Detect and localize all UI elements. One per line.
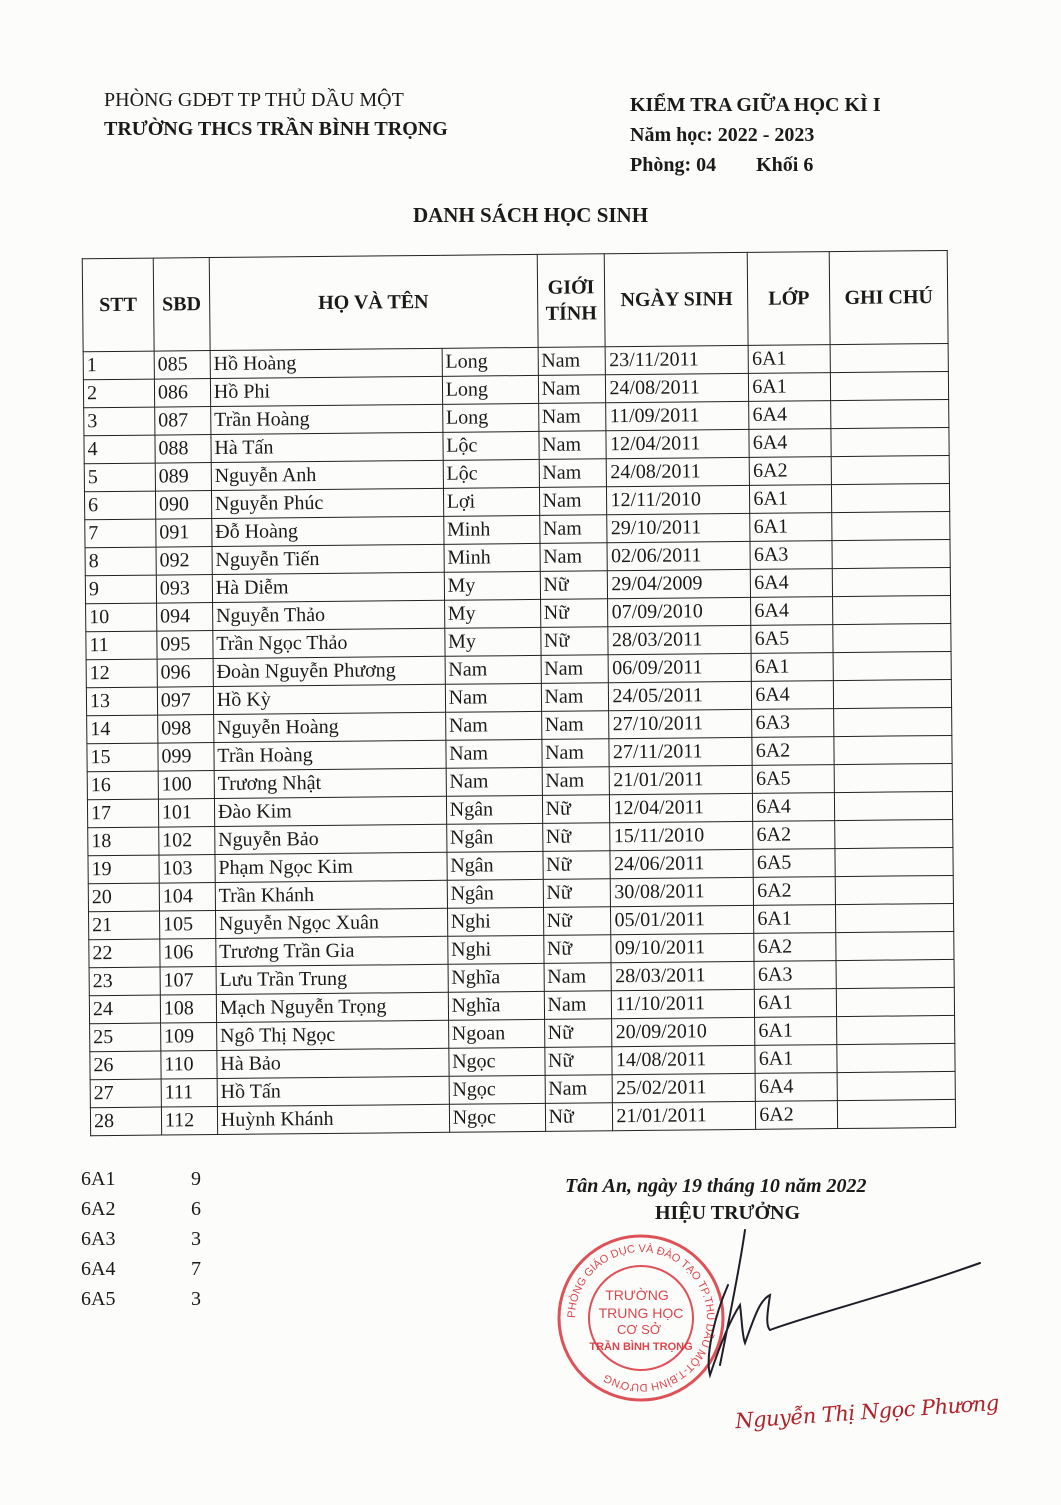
- cell-gender: Nam: [539, 515, 607, 544]
- cell-class: 6A2: [754, 933, 836, 962]
- cell-stt: 6: [84, 491, 155, 520]
- stamp-line-2: TRUNG HỌC: [598, 1305, 684, 1321]
- cell-gender: Nam: [538, 431, 606, 460]
- cell-dob: 02/06/2011: [607, 541, 750, 570]
- cell-gender: Nữ: [544, 1047, 612, 1076]
- stamp-line-1: TRƯỜNG: [605, 1287, 669, 1303]
- cell-dob: 06/09/2011: [609, 653, 752, 682]
- cell-gender: Nữ: [542, 823, 610, 852]
- cell-sbd: 109: [160, 1023, 216, 1052]
- cell-dob: 12/11/2010: [607, 485, 750, 514]
- cell-first-name: Nam: [445, 683, 541, 712]
- cell-sbd: 097: [157, 687, 213, 716]
- class-count-summary: [81, 1164, 201, 1314]
- cell-first-name: Nghĩa: [448, 963, 544, 992]
- cell-last-middle-name: Nguyễn Bảo: [215, 824, 447, 854]
- place-date: Tân An, ngày 19 tháng 10 năm 2022: [565, 1175, 867, 1197]
- cell-stt: 5: [84, 463, 155, 492]
- header-sbd: SBD: [153, 258, 210, 352]
- cell-dob: 21/01/2011: [610, 765, 753, 794]
- cell-dob: 29/10/2011: [607, 513, 750, 542]
- cell-note: [836, 987, 954, 1016]
- cell-stt: 3: [84, 407, 155, 436]
- class-count-row: [81, 1164, 201, 1194]
- cell-gender: Nam: [538, 375, 606, 404]
- cell-class: 6A1: [754, 905, 836, 934]
- cell-last-middle-name: Trương Trần Gia: [216, 936, 448, 966]
- cell-last-middle-name: Nguyễn Ngọc Xuân: [215, 908, 447, 938]
- cell-sbd: 103: [159, 855, 215, 884]
- cell-first-name: Ngân: [447, 879, 543, 908]
- cell-class: 6A1: [748, 345, 830, 374]
- document-title: DANH SÁCH HỌC SINH: [412, 203, 649, 227]
- cell-stt: 7: [85, 519, 156, 548]
- cell-first-name: Ngân: [446, 823, 542, 852]
- cell-sbd: 098: [158, 715, 214, 744]
- header-stt: STT: [82, 258, 154, 352]
- cell-last-middle-name: Trần Khánh: [215, 880, 447, 910]
- cell-last-middle-name: Nguyễn Thảo: [212, 600, 444, 630]
- cell-sbd: 110: [161, 1051, 217, 1080]
- cell-dob: 07/09/2010: [608, 597, 751, 626]
- cell-gender: Nữ: [542, 795, 610, 824]
- cell-note: [835, 875, 953, 904]
- cell-class: 6A3: [750, 541, 832, 570]
- cell-note: [837, 1043, 955, 1072]
- cell-dob: 05/01/2011: [611, 905, 754, 934]
- cell-first-name: Ngọc: [449, 1103, 545, 1132]
- cell-class: 6A1: [755, 989, 837, 1018]
- cell-last-middle-name: Trần Hoàng: [214, 740, 446, 770]
- cell-gender: Nam: [539, 487, 607, 516]
- cell-sbd: 100: [158, 771, 214, 800]
- cell-dob: 15/11/2010: [610, 821, 753, 850]
- cell-dob: 21/01/2011: [613, 1101, 756, 1130]
- stamp-ring-text: PHÒNG GIÁO DỤC VÀ ĐÀO TẠO TP.THỦ DẦU MỘT-T.BÌNH DƯƠNG: [565, 1242, 717, 1394]
- cell-class: 6A2: [753, 821, 835, 850]
- cell-first-name: Lộc: [443, 459, 539, 488]
- header-gender-line2: TÍNH: [545, 302, 597, 325]
- cell-first-name: Ngân: [447, 851, 543, 880]
- grade-level: Khối 6: [756, 154, 814, 176]
- class-count: 6: [191, 1198, 201, 1220]
- cell-dob: 24/08/2011: [607, 457, 750, 486]
- cell-class: 6A2: [756, 1101, 838, 1130]
- room-number: Phòng: 04: [630, 154, 717, 176]
- cell-first-name: My: [444, 571, 540, 600]
- cell-note: [836, 903, 954, 932]
- cell-stt: 18: [88, 827, 159, 856]
- cell-stt: 24: [89, 995, 160, 1024]
- cell-sbd: 094: [156, 603, 212, 632]
- cell-first-name: Nam: [445, 711, 541, 740]
- class-count: 9: [191, 1168, 201, 1190]
- cell-class: 6A4: [755, 1073, 837, 1102]
- cell-last-middle-name: Mạch Nguyễn Trọng: [216, 992, 448, 1022]
- header-name: HỌ VÀ TÊN: [209, 254, 538, 350]
- cell-note: [833, 595, 951, 624]
- cell-dob: 24/08/2011: [606, 373, 749, 402]
- cell-last-middle-name: Trần Hoàng: [211, 404, 443, 434]
- cell-gender: Nữ: [543, 907, 611, 936]
- cell-last-middle-name: Phạm Ngọc Kim: [215, 852, 447, 882]
- cell-sbd: 089: [155, 463, 211, 492]
- cell-last-middle-name: Nguyễn Anh: [211, 460, 443, 490]
- cell-note: [831, 399, 949, 428]
- cell-last-middle-name: Hà Diễm: [212, 572, 444, 602]
- cell-note: [832, 539, 950, 568]
- cell-first-name: Ngọc: [449, 1047, 545, 1076]
- cell-last-middle-name: Hồ Phi: [210, 376, 442, 406]
- cell-stt: 13: [86, 687, 157, 716]
- cell-first-name: My: [444, 627, 540, 656]
- cell-last-middle-name: Đào Kim: [214, 796, 446, 826]
- cell-sbd: 104: [159, 883, 215, 912]
- cell-sbd: 107: [160, 967, 216, 996]
- cell-stt: 4: [84, 435, 155, 464]
- cell-gender: Nam: [541, 655, 609, 684]
- cell-stt: 15: [87, 743, 158, 772]
- cell-first-name: Ngân: [446, 795, 542, 824]
- cell-first-name: Lợi: [443, 487, 539, 516]
- handwritten-signature: [660, 1225, 990, 1395]
- cell-last-middle-name: Nguyễn Phúc: [211, 488, 443, 518]
- cell-first-name: Nam: [446, 739, 542, 768]
- cell-gender: Nam: [541, 739, 609, 768]
- cell-sbd: 087: [155, 407, 211, 436]
- cell-class: 6A2: [754, 877, 836, 906]
- cell-first-name: Nghĩa: [448, 991, 544, 1020]
- cell-class: 6A3: [754, 961, 836, 990]
- cell-note: [836, 959, 954, 988]
- cell-sbd: 096: [157, 659, 213, 688]
- cell-sbd: 111: [161, 1079, 217, 1108]
- stamp-line-3: CƠ SỞ: [617, 1322, 661, 1337]
- cell-last-middle-name: Lưu Trần Trung: [216, 964, 448, 994]
- cell-class: 6A1: [750, 513, 832, 542]
- cell-dob: 24/06/2011: [610, 849, 753, 878]
- cell-stt: 16: [87, 771, 158, 800]
- cell-dob: 23/11/2011: [606, 345, 749, 374]
- department-name: PHÒNG GDĐT TP THỦ DẦU MỘT: [104, 89, 404, 111]
- cell-first-name: Minh: [443, 515, 539, 544]
- cell-gender: Nam: [542, 767, 610, 796]
- cell-gender: Nam: [538, 403, 606, 432]
- cell-class: 6A1: [755, 1017, 837, 1046]
- cell-sbd: 093: [156, 575, 212, 604]
- cell-class: 6A2: [749, 457, 831, 486]
- cell-dob: 28/03/2011: [612, 961, 755, 990]
- cell-sbd: 086: [154, 379, 210, 408]
- cell-last-middle-name: Hà Tấn: [211, 432, 443, 462]
- cell-class: 6A1: [749, 373, 831, 402]
- class-count-row: [81, 1224, 201, 1254]
- cell-first-name: Long: [442, 403, 538, 432]
- cell-dob: 09/10/2011: [611, 933, 754, 962]
- cell-last-middle-name: Đỗ Hoàng: [212, 516, 444, 546]
- cell-dob: 27/11/2011: [609, 737, 752, 766]
- header-note: GHI CHÚ: [829, 250, 948, 344]
- cell-sbd: 090: [155, 491, 211, 520]
- cell-note: [833, 679, 951, 708]
- class-code: 6A4: [81, 1258, 116, 1280]
- cell-sbd: 088: [155, 435, 211, 464]
- cell-last-middle-name: Hồ Kỳ: [213, 684, 445, 714]
- school-name: TRƯỜNG THCS TRẦN BÌNH TRỌNG: [104, 118, 448, 140]
- cell-first-name: Nam: [445, 655, 541, 684]
- cell-last-middle-name: Nguyễn Tiến: [212, 544, 444, 574]
- cell-stt: 11: [86, 631, 157, 660]
- cell-stt: 8: [85, 547, 156, 576]
- cell-note: [835, 847, 953, 876]
- cell-sbd: 091: [156, 519, 212, 548]
- cell-sbd: 106: [160, 939, 216, 968]
- cell-note: [835, 791, 953, 820]
- cell-sbd: 085: [154, 351, 210, 380]
- cell-note: [833, 623, 951, 652]
- cell-note: [837, 1015, 955, 1044]
- cell-gender: Nam: [538, 347, 606, 376]
- cell-gender: Nữ: [545, 1103, 613, 1132]
- principal-title: HIỆU TRƯỞNG: [655, 1202, 801, 1224]
- cell-stt: 9: [85, 575, 156, 604]
- cell-gender: Nữ: [540, 599, 608, 628]
- cell-last-middle-name: Hồ Hoàng: [210, 348, 442, 378]
- cell-class: 6A2: [752, 737, 834, 766]
- cell-dob: 20/09/2010: [612, 1017, 755, 1046]
- cell-gender: Nam: [539, 459, 607, 488]
- cell-gender: Nữ: [543, 935, 611, 964]
- cell-first-name: Nghi: [447, 907, 543, 936]
- cell-note: [836, 931, 954, 960]
- cell-class: 6A3: [752, 709, 834, 738]
- cell-dob: 12/04/2011: [606, 429, 749, 458]
- cell-stt: 20: [88, 883, 159, 912]
- cell-dob: 12/04/2011: [610, 793, 753, 822]
- cell-note: [832, 511, 950, 540]
- cell-dob: 28/03/2011: [608, 625, 751, 654]
- cell-gender: Nữ: [542, 851, 610, 880]
- cell-note: [833, 651, 951, 680]
- cell-gender: Nữ: [543, 879, 611, 908]
- cell-first-name: Nghi: [447, 935, 543, 964]
- cell-dob: 30/08/2011: [611, 877, 754, 906]
- student-table: [82, 250, 956, 1136]
- cell-note: [830, 343, 948, 372]
- cell-last-middle-name: Ngô Thị Ngọc: [216, 1020, 448, 1050]
- cell-first-name: Ngoan: [448, 1019, 544, 1048]
- header-dob: NGÀY SINH: [605, 252, 749, 346]
- cell-gender: Nam: [544, 991, 612, 1020]
- cell-note: [834, 707, 952, 736]
- header-class: LỚP: [748, 252, 831, 346]
- cell-dob: 11/10/2011: [612, 989, 755, 1018]
- cell-dob: 24/05/2011: [609, 681, 752, 710]
- cell-sbd: 112: [161, 1107, 217, 1136]
- cell-note: [832, 567, 950, 596]
- cell-class: 6A1: [751, 653, 833, 682]
- cell-sbd: 102: [159, 827, 215, 856]
- cell-note: [831, 427, 949, 456]
- cell-last-middle-name: Trương Nhật: [214, 768, 446, 798]
- cell-stt: 26: [90, 1051, 161, 1080]
- class-count-row: [81, 1254, 201, 1284]
- cell-gender: Nam: [540, 543, 608, 572]
- cell-gender: Nữ: [544, 1019, 612, 1048]
- cell-gender: Nữ: [540, 571, 608, 600]
- cell-class: 6A4: [752, 681, 834, 710]
- cell-stt: 12: [86, 659, 157, 688]
- cell-last-middle-name: Đoàn Nguyễn Phương: [213, 656, 445, 686]
- cell-first-name: My: [444, 599, 540, 628]
- cell-dob: 29/04/2009: [608, 569, 751, 598]
- cell-first-name: Long: [442, 375, 538, 404]
- cell-stt: 10: [86, 603, 157, 632]
- class-code: 6A2: [81, 1198, 116, 1220]
- cell-note: [834, 735, 952, 764]
- cell-stt: 28: [90, 1107, 161, 1136]
- school-year: Năm học: 2022 - 2023: [630, 124, 815, 146]
- cell-last-middle-name: Nguyễn Hoàng: [213, 712, 445, 742]
- cell-sbd: 105: [159, 911, 215, 940]
- cell-class: 6A1: [755, 1045, 837, 1074]
- cell-first-name: Minh: [444, 543, 540, 572]
- class-count: 3: [191, 1228, 201, 1250]
- header-gender: [537, 254, 606, 348]
- class-count-row: [81, 1194, 201, 1224]
- cell-gender: Nam: [545, 1075, 613, 1104]
- cell-last-middle-name: Hồ Tấn: [217, 1076, 449, 1106]
- cell-dob: 25/02/2011: [613, 1073, 756, 1102]
- cell-stt: 1: [83, 351, 154, 380]
- cell-note: [837, 1071, 955, 1100]
- cell-gender: Nam: [544, 963, 612, 992]
- header-gender-line1: GIỚI: [547, 276, 595, 299]
- cell-note: [831, 371, 949, 400]
- cell-stt: 21: [89, 911, 160, 940]
- class-code: 6A1: [81, 1168, 116, 1190]
- cell-sbd: 108: [160, 995, 216, 1024]
- class-code: 6A3: [81, 1228, 116, 1250]
- cell-class: 6A4: [751, 569, 833, 598]
- cell-sbd: 092: [156, 547, 212, 576]
- class-code: 6A5: [81, 1288, 116, 1310]
- exam-title: KIỂM TRA GIỮA HỌC KÌ I: [630, 94, 881, 116]
- cell-first-name: Lộc: [443, 431, 539, 460]
- cell-last-middle-name: Hà Bảo: [217, 1048, 449, 1078]
- cell-gender: Nam: [541, 683, 609, 712]
- class-count: 7: [191, 1258, 201, 1280]
- cell-first-name: Ngọc: [449, 1075, 545, 1104]
- class-count-row: [81, 1284, 201, 1314]
- cell-class: 6A1: [750, 485, 832, 514]
- cell-last-middle-name: Huỳnh Khánh: [217, 1104, 449, 1134]
- cell-stt: 22: [89, 939, 160, 968]
- cell-class: 6A5: [753, 849, 835, 878]
- stamp-line-4: TRẦN BÌNH TRỌNG: [589, 1341, 693, 1353]
- cell-stt: 25: [90, 1023, 161, 1052]
- cell-class: 6A4: [749, 429, 831, 458]
- cell-last-middle-name: Trần Ngọc Thảo: [213, 628, 445, 658]
- cell-gender: Nam: [541, 711, 609, 740]
- cell-stt: 19: [88, 855, 159, 884]
- cell-stt: 2: [83, 379, 154, 408]
- table-header-row: [82, 250, 948, 351]
- cell-dob: 11/09/2011: [606, 401, 749, 430]
- cell-first-name: Nam: [446, 767, 542, 796]
- cell-sbd: 101: [158, 799, 214, 828]
- cell-stt: 27: [90, 1079, 161, 1108]
- class-count: 3: [191, 1288, 201, 1310]
- cell-gender: Nữ: [540, 627, 608, 656]
- signer-name: Nguyễn Thị Ngọc Phương: [734, 1390, 1000, 1434]
- cell-class: 6A4: [753, 793, 835, 822]
- cell-dob: 14/08/2011: [612, 1045, 755, 1074]
- cell-first-name: Long: [442, 347, 538, 376]
- cell-sbd: 099: [158, 743, 214, 772]
- table-body: [83, 343, 955, 1135]
- cell-class: 6A5: [752, 765, 834, 794]
- cell-sbd: 095: [157, 631, 213, 660]
- cell-note: [838, 1099, 956, 1128]
- cell-stt: 14: [87, 715, 158, 744]
- cell-note: [832, 483, 950, 512]
- cell-stt: 17: [87, 799, 158, 828]
- cell-dob: 27/10/2011: [609, 709, 752, 738]
- cell-stt: 23: [89, 967, 160, 996]
- cell-note: [831, 455, 949, 484]
- cell-class: 6A5: [751, 625, 833, 654]
- cell-class: 6A4: [749, 401, 831, 430]
- cell-note: [835, 819, 953, 848]
- cell-note: [834, 763, 952, 792]
- cell-class: 6A4: [751, 597, 833, 626]
